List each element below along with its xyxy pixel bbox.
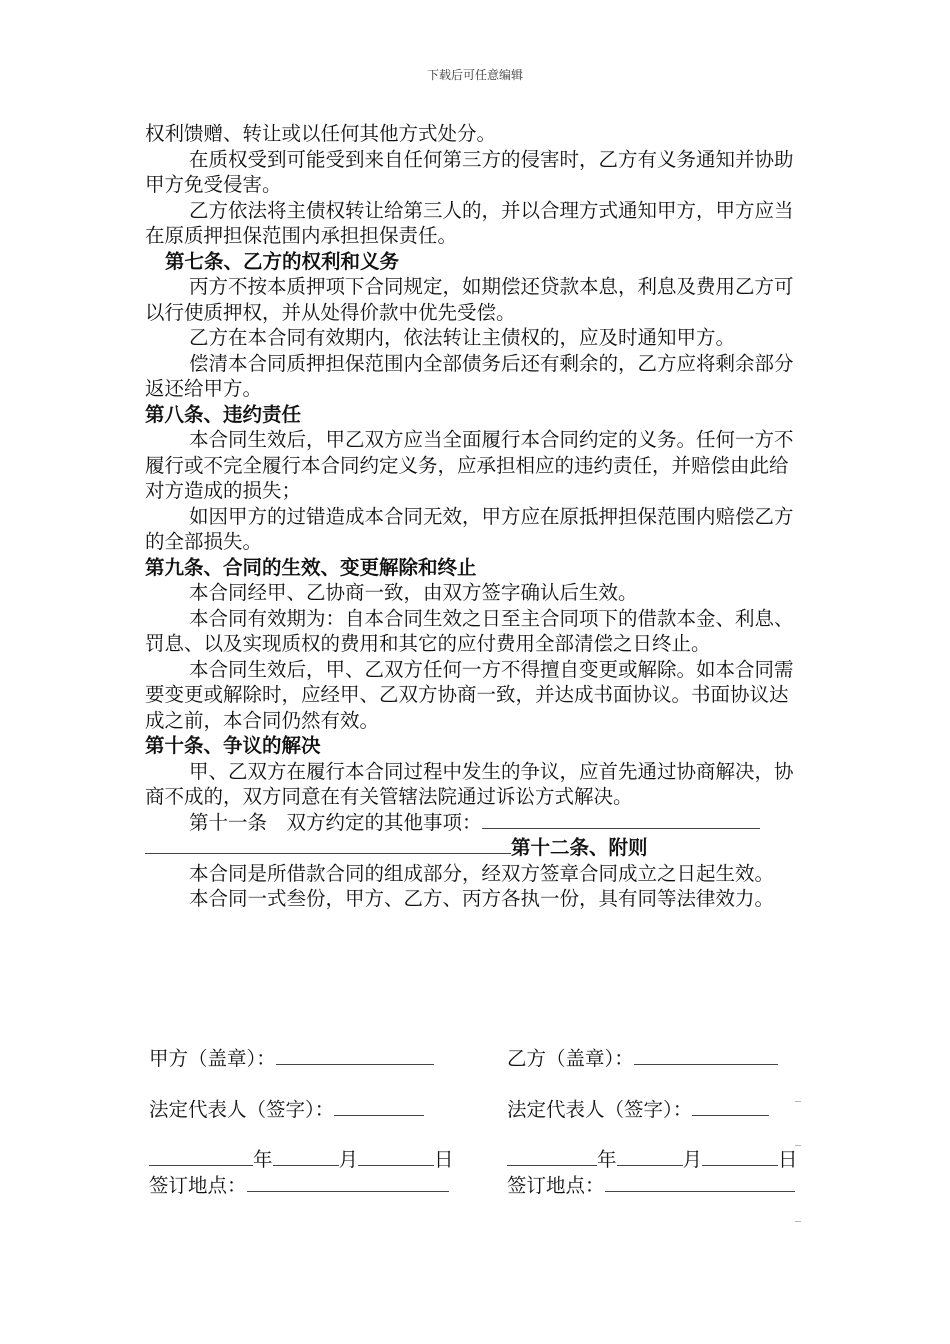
place-b-blank [605, 1173, 795, 1192]
party-b-label: 乙方（盖章）： [507, 1047, 634, 1070]
party-b-seal [507, 1043, 807, 1071]
party-a-seal [149, 1043, 465, 1071]
overflow-dash: _ [795, 1208, 801, 1222]
rep-b-blank [692, 1097, 769, 1116]
rep-a-blank [334, 1097, 424, 1116]
paragraph: 权利馈赠、转让或以任何其他方式处分。 [145, 122, 497, 145]
place-a-blank [247, 1173, 449, 1192]
paragraph: 偿清本合同质押担保范围内全部债务后还有剩余的，乙方应将剩余部分返还给甲方。 [145, 351, 794, 400]
other-matters-blank-2 [145, 835, 511, 854]
paragraph: 本合同生效后，甲乙双方应当全面履行本合同约定的义务。任何一方不履行或不完全履行本合同约定义务，应承担相应的违约责任，并赔偿由此给对方造成的损失； [145, 428, 794, 502]
rep-a [149, 1094, 465, 1122]
other-matters-label: 第十一条 双方约定的其他事项： [189, 810, 482, 834]
page-header: 下载后可任意编辑 [426, 68, 523, 82]
rep-b-label: 法定代表人（签字）： [507, 1098, 693, 1121]
rep-b [507, 1094, 807, 1122]
section-heading-9: 第九条、合同的生效、变更解除和终止 [145, 555, 477, 579]
year-label: 年 [253, 1148, 273, 1171]
place-b [507, 1170, 807, 1198]
day-blank [702, 1147, 778, 1166]
paragraph: 如因甲方的过错造成本合同无效，甲方应在原抵押担保范围内赔偿乙方的全部损失。 [145, 504, 794, 553]
day-label: 日 [778, 1148, 798, 1171]
month-blank [273, 1147, 339, 1166]
party-a-blank [276, 1046, 434, 1065]
other-matters-line [145, 810, 805, 836]
place-a-label: 签订地点： [149, 1174, 247, 1197]
overflow-dash: _ [795, 1132, 801, 1146]
section-heading-12: 第十二条、附则 [511, 836, 648, 859]
paragraph: 本合同生效后，甲、乙双方任何一方不得擅自变更或解除。如本合同需要变更或解除时，应经甲、乙双方协商一致，并达成书面协议。书面协议达成之前，本合同仍然有效。 [145, 657, 794, 732]
month-label: 月 [338, 1148, 359, 1171]
month-label: 月 [682, 1148, 703, 1171]
day-blank [358, 1147, 434, 1166]
place-b-label: 签订地点： [507, 1174, 605, 1197]
paragraph: 在质权受到可能受到来自任何第三方的侵害时，乙方有义务通知并协助甲方免受侵害。 [145, 147, 794, 196]
paragraph: 本合同一式叁份，甲方、乙方、丙方各执一份，具有同等法律效力。 [189, 887, 775, 910]
paragraph: 本合同有效期为：自本合同生效之日至主合同项下的借款本金、利息、罚息、以及实现质权的费用和其它的应付费用全部清偿之日终止。 [145, 606, 794, 655]
rep-a-label: 法定代表人（签字）： [149, 1098, 335, 1121]
year-blank [507, 1147, 597, 1166]
section-heading-10: 第十条、争议的解决 [145, 734, 321, 757]
year-label: 年 [597, 1148, 617, 1171]
date-b [507, 1144, 807, 1172]
place-a [149, 1170, 465, 1198]
overflow-dash: _ [795, 1088, 801, 1102]
paragraph: 乙方在本合同有效期内，依法转让主债权的，应及时通知甲方。 [189, 326, 736, 349]
month-blank [617, 1147, 683, 1166]
paragraph: 甲、乙双方在履行本合同过程中发生的争议，应首先通过协商解决，协商不成的，双方同意在有关管辖法院通过诉讼方式解决。 [145, 759, 794, 808]
contract-body [145, 121, 805, 912]
year-blank [149, 1147, 253, 1166]
other-matters-blank [482, 810, 760, 829]
paragraph: 本合同经甲、乙协商一致，由双方签字确认后生效。 [189, 581, 638, 604]
party-a-label: 甲方（盖章）： [149, 1047, 276, 1070]
paragraph: 本合同是所借款合同的组成部分，经双方签章合同成立之日起生效。 [189, 861, 775, 885]
other-matters-continuation [145, 835, 805, 861]
section-heading-8: 第八条、违约责任 [145, 402, 302, 426]
day-label: 日 [434, 1148, 454, 1171]
paragraph: 乙方依法将主债权转让给第三人的，并以合理方式通知甲方，甲方应当在原质押担保范围内承担担保责任。 [145, 198, 794, 247]
date-a [149, 1144, 465, 1172]
section-heading-7: 第七条、乙方的权利和义务 [165, 249, 400, 273]
paragraph: 丙方不按本质押项下合同规定，如期偿还贷款本息，利息及费用乙方可以行使质押权，并从处得价款中优先受偿。 [145, 275, 794, 324]
party-b-blank [634, 1046, 778, 1065]
